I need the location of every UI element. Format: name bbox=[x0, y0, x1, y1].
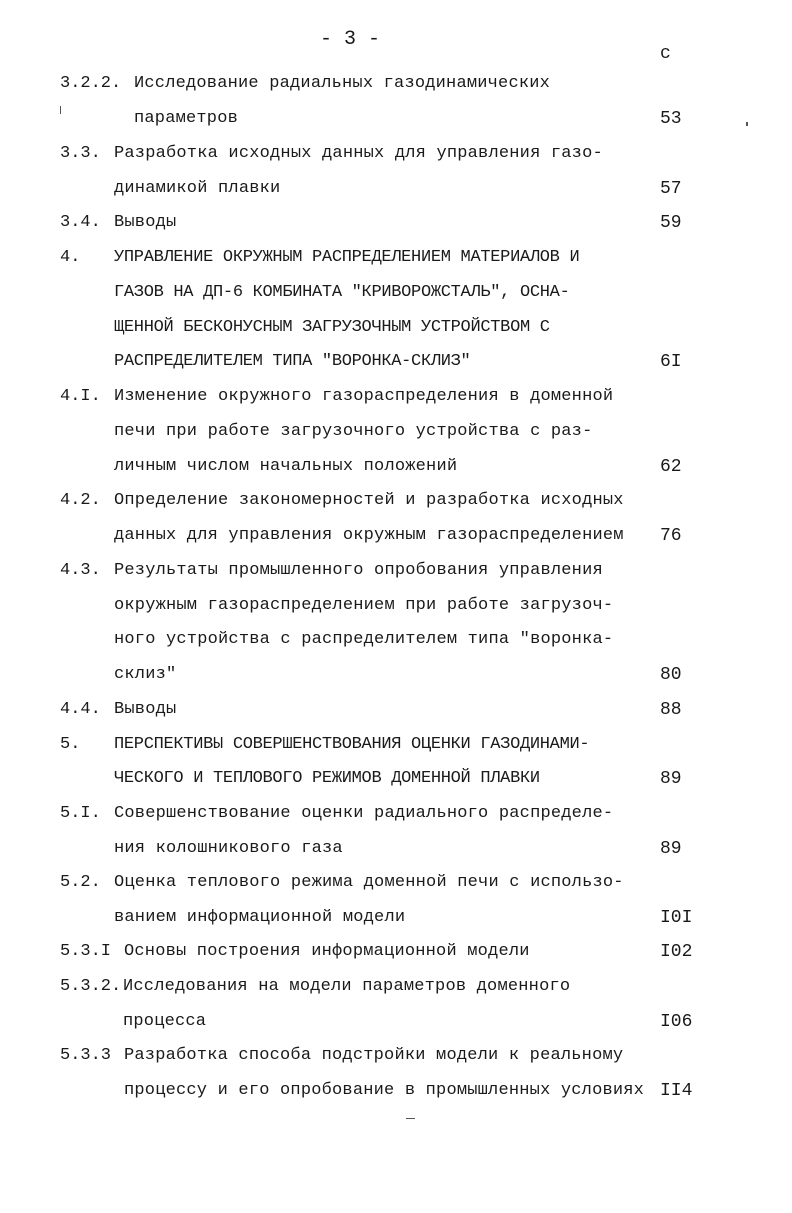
toc-entry-line: Выводы bbox=[114, 700, 177, 719]
toc-entry-number: 3.3. bbox=[60, 144, 101, 163]
toc-entry-line: ЩЕННОЙ БЕСКОНУСНЫМ ЗАГРУЗОЧНЫМ УСТРОЙСТВОМ С bbox=[114, 318, 550, 337]
toc-entry-page: 57 bbox=[660, 179, 682, 199]
toc-entry-page: 53 bbox=[660, 109, 682, 129]
toc-entry-line: ванием информационной модели bbox=[114, 908, 406, 927]
toc-entry-line: процесса bbox=[123, 1012, 207, 1031]
toc-entry-line: ЧЕСКОГО И ТЕПЛОВОГО РЕЖИМОВ ДОМЕННОЙ ПЛАВКИ bbox=[114, 769, 540, 788]
toc-entry-line: ного устройства с распределителем типа "воронка- bbox=[114, 630, 614, 649]
toc-entry-line: Исследование радиальных газодинамических bbox=[134, 74, 551, 93]
page-column-label: с bbox=[660, 44, 671, 64]
toc-entry-number: 5.I. bbox=[60, 804, 101, 823]
toc-entry-line: Определение закономерностей и разработка исходных bbox=[114, 491, 624, 510]
toc-entry-page: 62 bbox=[660, 457, 682, 477]
toc-entry-number: 3.2.2. bbox=[60, 74, 122, 93]
toc-entry-number: 5.3.3 bbox=[60, 1046, 112, 1065]
page-number: - 3 - bbox=[319, 28, 380, 51]
toc-entry-page: 88 bbox=[660, 700, 682, 720]
toc-entry-number: 4.3. bbox=[60, 561, 101, 580]
toc-entry-number: 5.2. bbox=[60, 873, 101, 892]
toc-entry-line: процессу и его опробование в промышленных условиях bbox=[124, 1081, 645, 1100]
toc-entry-page: 76 bbox=[660, 526, 682, 546]
toc-entry-line: Совершенствование оценки радиального распределе- bbox=[114, 804, 614, 823]
toc-entry-page: 6I bbox=[660, 352, 682, 372]
toc-entry-page: I02 bbox=[660, 942, 693, 962]
toc-entry-line: Выводы bbox=[114, 213, 177, 232]
toc-entry-line: личным числом начальных положений bbox=[114, 457, 458, 476]
toc-entry-line: Результаты промышленного опробования управления bbox=[114, 561, 603, 580]
toc-entry-line: параметров bbox=[134, 109, 239, 128]
toc-entry-page: II4 bbox=[660, 1081, 693, 1101]
toc-entry-line: Оценка теплового режима доменной печи с использо- bbox=[114, 873, 624, 892]
toc-entry-line: Исследования на модели параметров доменного bbox=[123, 977, 571, 996]
toc-entry-line: Изменение окружного газораспределения в доменной bbox=[114, 387, 614, 406]
scan-speck bbox=[60, 106, 61, 114]
toc-entry-line: РАСПРЕДЕЛИТЕЛЕМ ТИПА "ВОРОНКА-СКЛИЗ" bbox=[114, 352, 471, 371]
toc-entry-number: 4.2. bbox=[60, 491, 101, 510]
toc-entry-page: 80 bbox=[660, 665, 682, 685]
toc-entry-page: 59 bbox=[660, 213, 682, 233]
scan-speck bbox=[406, 1118, 415, 1119]
toc-entry-line: Разработка исходных данных для управления газо- bbox=[114, 144, 603, 163]
toc-entry-line: данных для управления окружным газораспределением bbox=[114, 526, 624, 545]
toc-entry-number: 5.3.2. bbox=[60, 977, 122, 996]
toc-entry-line: ния колошникового газа bbox=[114, 839, 343, 858]
toc-entry-page: 89 bbox=[660, 839, 682, 859]
toc-entry-line: окружным газораспределением при работе загрузоч- bbox=[114, 596, 614, 615]
toc-entry-number: 5.3.I bbox=[60, 942, 112, 961]
toc-entry-line: Разработка способа подстройки модели к реальному bbox=[124, 1046, 624, 1065]
toc-entry-page: 89 bbox=[660, 769, 682, 789]
toc-entry-number: 4. bbox=[60, 248, 81, 267]
toc-entry-number: 5. bbox=[60, 735, 81, 754]
toc-entry-line: склиз" bbox=[114, 665, 177, 684]
toc-entry-page: I06 bbox=[660, 1012, 693, 1032]
toc-entry-line: печи при работе загрузочного устройства с раз- bbox=[114, 422, 593, 441]
toc-entry-page: I0I bbox=[660, 908, 693, 928]
toc-entry-line: ГАЗОВ НА ДП-6 КОМБИНАТА "КРИВОРОЖСТАЛЬ", ОСНА- bbox=[114, 283, 570, 302]
toc-entry-line: ПЕРСПЕКТИВЫ СОВЕРШЕНСТВОВАНИЯ ОЦЕНКИ ГАЗОДИНАМИ- bbox=[114, 735, 590, 754]
toc-entry-line: Основы построения информационной модели bbox=[124, 942, 530, 961]
toc-entry-line: динамикой плавки bbox=[114, 179, 281, 198]
scan-speck bbox=[746, 122, 748, 126]
toc-entry-number: 4.4. bbox=[60, 700, 101, 719]
toc-entry-number: 3.4. bbox=[60, 213, 101, 232]
toc-entry-line: УПРАВЛЕНИЕ ОКРУЖНЫМ РАСПРЕДЕЛЕНИЕМ МАТЕРИАЛОВ И bbox=[114, 248, 580, 267]
toc-entry-number: 4.I. bbox=[60, 387, 101, 406]
